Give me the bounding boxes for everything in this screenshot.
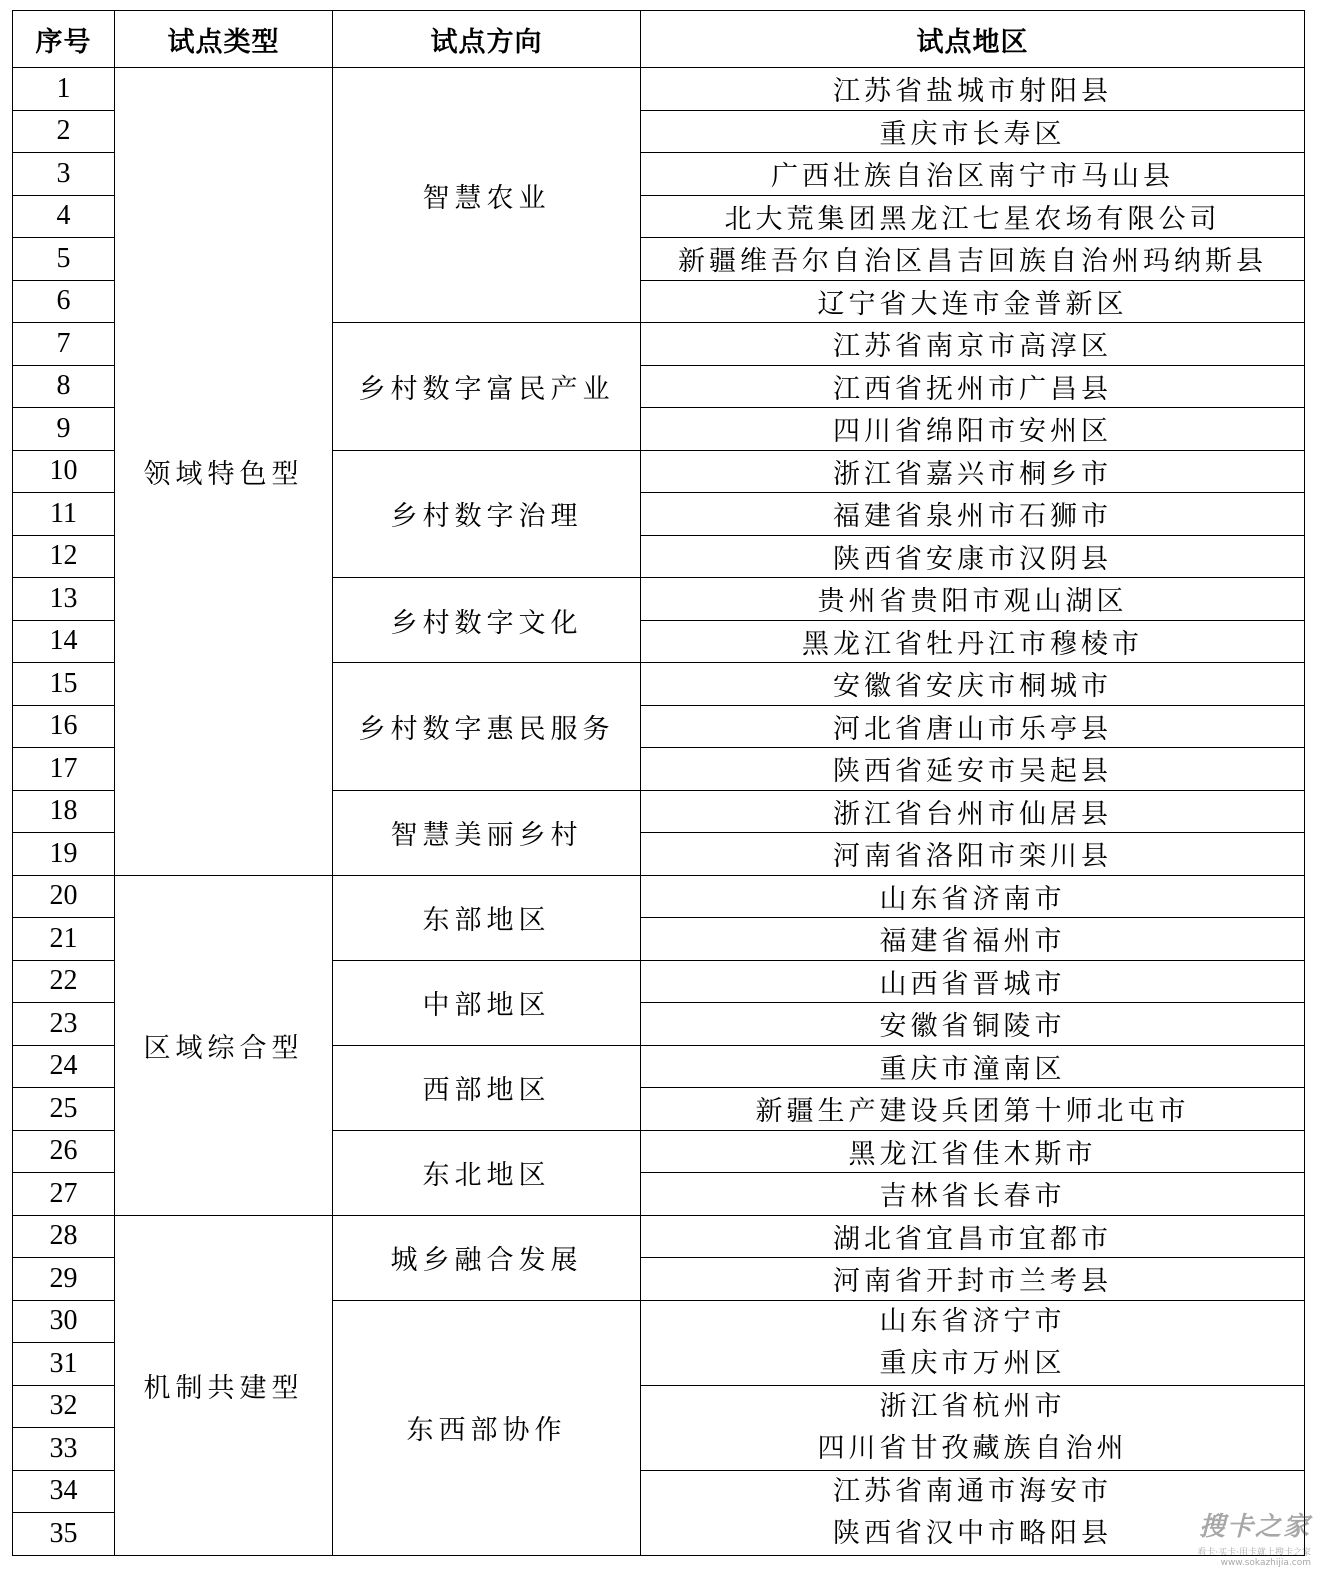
row-number: 28	[13, 1215, 115, 1258]
row-number: 16	[13, 705, 115, 748]
region-cell: 北大荒集团黑龙江七星农场有限公司	[641, 195, 1305, 238]
row-number: 3	[13, 153, 115, 196]
region-line: 重庆市万州区	[879, 1347, 1066, 1379]
row-number: 29	[13, 1258, 115, 1301]
region-cell: 河南省开封市兰考县	[641, 1258, 1305, 1301]
region-line: 浙江省杭州市	[879, 1390, 1066, 1422]
row-number: 6	[13, 280, 115, 323]
region-cell: 湖北省宜昌市宜都市	[641, 1215, 1305, 1258]
table-row	[13, 875, 1305, 918]
region-cell: 江西省抚州市广昌县	[641, 365, 1305, 408]
row-number: 21	[13, 918, 115, 961]
region-cell: 河北省唐山市乐亭县	[641, 705, 1305, 748]
direction-cell: 东北地区	[333, 1130, 641, 1215]
region-cell: 山东省济南市	[641, 875, 1305, 918]
row-number: 30	[13, 1300, 115, 1343]
region-cell: 安徽省安庆市桐城市	[641, 663, 1305, 706]
region-cell: 广西壮族自治区南宁市马山县	[641, 153, 1305, 196]
row-number: 7	[13, 323, 115, 366]
table-row	[13, 1215, 1305, 1258]
row-number: 35	[13, 1513, 115, 1556]
region-cell: 黑龙江省佳木斯市	[641, 1130, 1305, 1173]
region-cell: 贵州省贵阳市观山湖区	[641, 578, 1305, 621]
row-number: 27	[13, 1173, 115, 1216]
region-cell: 福建省泉州市石狮市	[641, 493, 1305, 536]
region-cell: 福建省福州市	[641, 918, 1305, 961]
region-line: 四川省甘孜藏族自治州	[817, 1432, 1128, 1464]
row-number: 20	[13, 875, 115, 918]
direction-cell: 乡村数字治理	[333, 450, 641, 578]
row-number: 23	[13, 1003, 115, 1046]
pilot-table	[12, 10, 1305, 1556]
region-cell: 安徽省铜陵市	[641, 1003, 1305, 1046]
row-number: 18	[13, 790, 115, 833]
region-cell-merged	[641, 1300, 1305, 1385]
row-number: 10	[13, 450, 115, 493]
region-cell: 吉林省长春市	[641, 1173, 1305, 1216]
direction-cell: 乡村数字富民产业	[333, 323, 641, 451]
region-cell: 江苏省盐城市射阳县	[641, 68, 1305, 111]
table-row	[13, 68, 1305, 111]
region-cell: 陕西省延安市吴起县	[641, 748, 1305, 791]
direction-cell: 智慧农业	[333, 68, 641, 323]
region-cell: 重庆市长寿区	[641, 110, 1305, 153]
row-number: 19	[13, 833, 115, 876]
region-cell-merged	[641, 1385, 1305, 1470]
region-cell: 河南省洛阳市栾川县	[641, 833, 1305, 876]
region-line: 山东省济宁市	[879, 1305, 1066, 1337]
header-row	[13, 11, 1305, 68]
row-number: 5	[13, 238, 115, 281]
direction-cell: 智慧美丽乡村	[333, 790, 641, 875]
region-cell: 新疆生产建设兵团第十师北屯市	[641, 1088, 1305, 1131]
direction-cell: 乡村数字文化	[333, 578, 641, 663]
row-number: 1	[13, 68, 115, 111]
region-cell: 浙江省嘉兴市桐乡市	[641, 450, 1305, 493]
header-region: 试点地区	[641, 11, 1305, 68]
row-number: 17	[13, 748, 115, 791]
direction-cell: 西部地区	[333, 1045, 641, 1130]
header-seq: 序号	[13, 11, 115, 68]
row-number: 22	[13, 960, 115, 1003]
row-number: 14	[13, 620, 115, 663]
watermark-logo-text: 搜卡之家	[1198, 1512, 1311, 1542]
header-direction: 试点方向	[333, 11, 641, 68]
region-cell: 辽宁省大连市金普新区	[641, 280, 1305, 323]
row-number: 31	[13, 1343, 115, 1386]
header-type: 试点类型	[115, 11, 333, 68]
type-cell: 领域特色型	[115, 68, 333, 876]
row-number: 13	[13, 578, 115, 621]
region-line: 江苏省南通市海安市	[833, 1475, 1112, 1507]
watermark-url: 看卡·买卡·用卡就上搜卡之家 www.sokazhijia.com	[1197, 1548, 1311, 1568]
region-cell: 山西省晋城市	[641, 960, 1305, 1003]
row-number: 34	[13, 1470, 115, 1513]
row-number: 12	[13, 535, 115, 578]
region-cell: 新疆维吾尔自治区昌吉回族自治州玛纳斯县	[641, 238, 1305, 281]
watermark-logo	[1161, 1506, 1311, 1568]
row-number: 33	[13, 1428, 115, 1471]
region-cell: 浙江省台州市仙居县	[641, 790, 1305, 833]
row-number: 8	[13, 365, 115, 408]
direction-cell: 东西部协作	[333, 1300, 641, 1555]
region-cell: 重庆市潼南区	[641, 1045, 1305, 1088]
direction-cell: 东部地区	[333, 875, 641, 960]
region-cell: 黑龙江省牡丹江市穆棱市	[641, 620, 1305, 663]
direction-cell: 中部地区	[333, 960, 641, 1045]
row-number: 26	[13, 1130, 115, 1173]
region-line: 陕西省汉中市略阳县	[833, 1517, 1112, 1549]
row-number: 32	[13, 1385, 115, 1428]
row-number: 2	[13, 110, 115, 153]
row-number: 24	[13, 1045, 115, 1088]
direction-cell: 乡村数字惠民服务	[333, 663, 641, 791]
row-number: 15	[13, 663, 115, 706]
row-number: 9	[13, 408, 115, 451]
direction-cell: 城乡融合发展	[333, 1215, 641, 1300]
row-number: 11	[13, 493, 115, 536]
region-cell: 四川省绵阳市安州区	[641, 408, 1305, 451]
row-number: 25	[13, 1088, 115, 1131]
region-cell: 江苏省南京市高淳区	[641, 323, 1305, 366]
region-cell: 陕西省安康市汉阴县	[641, 535, 1305, 578]
row-number: 4	[13, 195, 115, 238]
type-cell: 区域综合型	[115, 875, 333, 1215]
type-cell: 机制共建型	[115, 1215, 333, 1555]
